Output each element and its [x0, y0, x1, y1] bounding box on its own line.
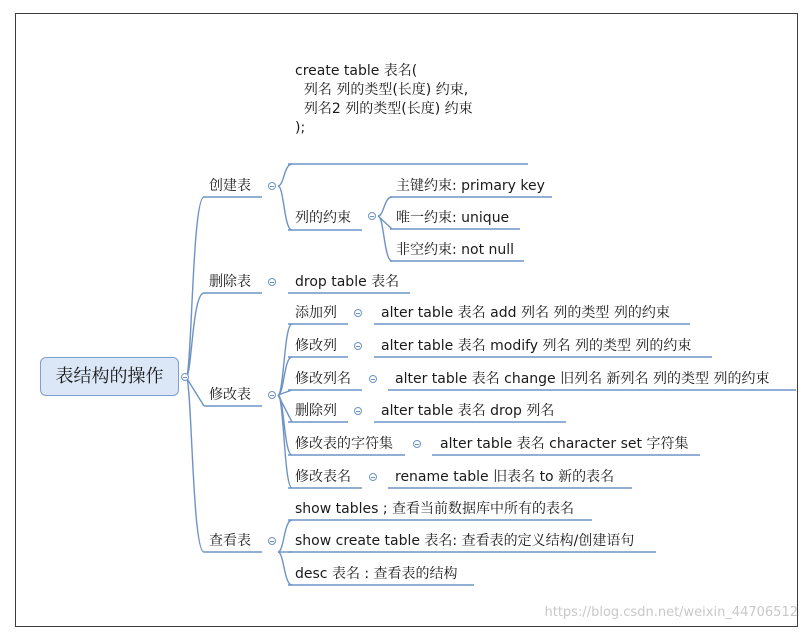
- watermark: https://blog.csdn.net/weixin_44706512: [544, 605, 798, 620]
- collapse-icon[interactable]: [413, 440, 421, 448]
- node-drop-column[interactable]: 删除列: [295, 403, 337, 419]
- connector-constraint-1: [378, 197, 392, 216]
- node-primary-key[interactable]: 主键约束: primary key: [396, 178, 545, 194]
- connector-view-3: [278, 552, 292, 585]
- syntax-line: 列名2 列的类型(长度) 约束: [295, 101, 473, 117]
- connector-root-create: [186, 197, 204, 377]
- node-modify-table[interactable]: 修改表: [209, 387, 251, 403]
- syntax-line: );: [295, 120, 306, 136]
- node-drop-table[interactable]: drop table 表名: [295, 274, 400, 290]
- root-node[interactable]: 表结构的操作: [40, 357, 179, 396]
- node-modify-column-syntax[interactable]: alter table 表名 modify 列名 列的类型 列的约束: [381, 338, 692, 354]
- node-charset-syntax[interactable]: alter table 表名 character set 字符集: [440, 436, 689, 452]
- node-add-column-syntax[interactable]: alter table 表名 add 列名 列的类型 列的约束: [381, 305, 670, 321]
- node-desc-table[interactable]: desc 表名 : 查看表的结构: [295, 566, 458, 582]
- node-rename-column[interactable]: 修改列名: [295, 371, 351, 387]
- collapse-icon[interactable]: [268, 391, 276, 399]
- node-unique[interactable]: 唯一约束: unique: [396, 210, 510, 226]
- node-rename-table[interactable]: 修改表名: [295, 469, 351, 485]
- collapse-icon[interactable]: [268, 278, 276, 286]
- collapse-icon[interactable]: [268, 182, 276, 190]
- node-charset[interactable]: 修改表的字符集: [295, 436, 393, 452]
- collapse-icon[interactable]: [181, 373, 189, 381]
- node-view-table[interactable]: 查看表: [209, 533, 251, 549]
- connector-create-constraint: [278, 186, 292, 230]
- node-create-table[interactable]: 创建表: [209, 178, 251, 194]
- collapse-icon[interactable]: [268, 537, 276, 545]
- collapse-icon[interactable]: [354, 309, 362, 317]
- create-table-syntax: [295, 62, 473, 138]
- node-modify-column[interactable]: 修改列: [295, 338, 337, 354]
- connector-create-syntax: [278, 164, 292, 186]
- syntax-line: 列名 列的类型(长度) 约束,: [295, 82, 469, 98]
- node-show-tables[interactable]: show tables ; 查看当前数据库中所有的表名: [295, 501, 575, 517]
- collapse-icon[interactable]: [354, 407, 362, 415]
- collapse-icon[interactable]: [369, 375, 377, 383]
- node-rename-table-syntax[interactable]: rename table 旧表名 to 新的表名: [395, 469, 615, 485]
- connector-modify-1: [278, 324, 292, 395]
- node-drop-column-syntax[interactable]: alter table 表名 drop 列名: [381, 403, 555, 419]
- node-rename-column-syntax[interactable]: alter table 表名 change 旧列名 新列名 列的类型 列的约束: [395, 371, 770, 387]
- syntax-line: create table 表名(: [295, 63, 418, 79]
- collapse-icon[interactable]: [369, 473, 377, 481]
- collapse-icon[interactable]: [354, 342, 362, 350]
- node-not-null[interactable]: 非空约束: not null: [396, 242, 515, 258]
- collapse-icon[interactable]: [368, 212, 376, 220]
- node-column-constraint[interactable]: 列的约束: [295, 210, 351, 226]
- node-show-create-table[interactable]: show create table 表名: 查看表的定义结构/创建语句: [295, 533, 635, 549]
- connector-root-view: [186, 377, 204, 552]
- node-add-column[interactable]: 添加列: [295, 305, 337, 321]
- connector-view-1: [278, 520, 292, 552]
- node-delete-table[interactable]: 删除表: [209, 274, 251, 290]
